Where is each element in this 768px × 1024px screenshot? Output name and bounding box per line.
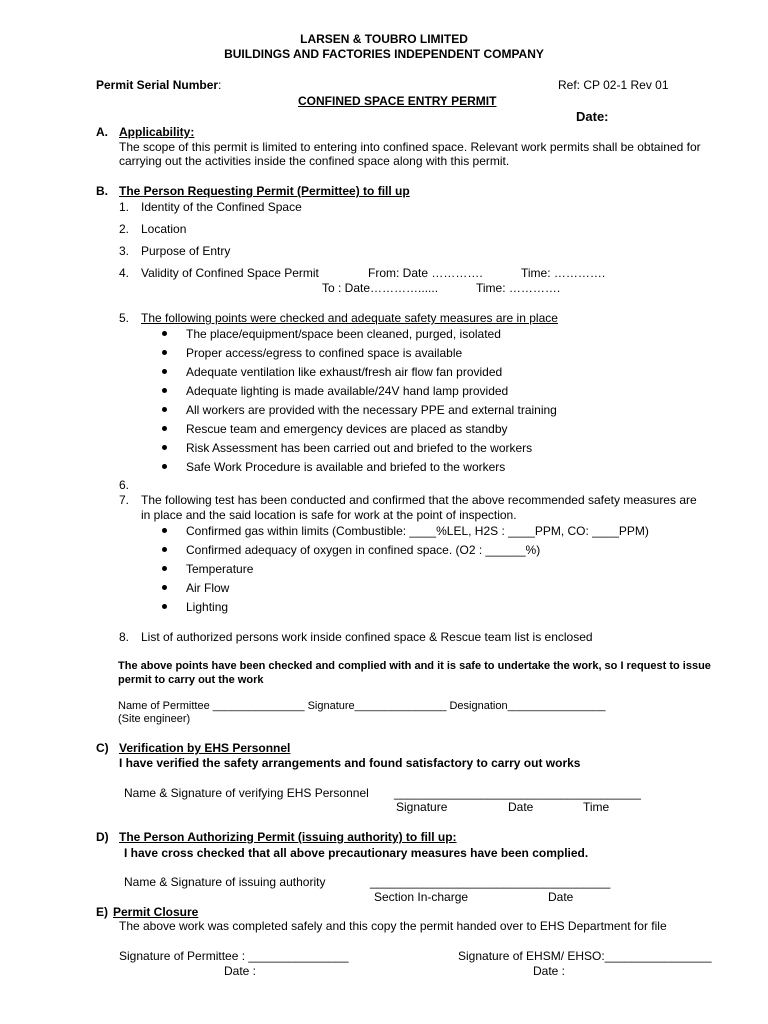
list-item: Lighting (186, 600, 229, 614)
item-2-text: Location (141, 222, 187, 236)
validity-to: To : Date…………...... (322, 281, 439, 295)
section-b-letter: B. (96, 184, 108, 198)
ehs-date-caption: Date (508, 800, 534, 814)
item-7-num: 7. (119, 493, 130, 507)
item-2-num: 2. (119, 222, 130, 236)
bullet-icon (162, 585, 167, 590)
item-8-num: 8. (119, 630, 130, 644)
list-item: The place/equipment/space been cleaned, purged, isolated (186, 327, 501, 341)
division-name: BUILDINGS AND FACTORIES INDEPENDENT COMPANY (224, 47, 544, 61)
section-c-statement: I have verified the safety arrangements and found satisfactory to carry out works (119, 756, 581, 770)
ref-number: Ref: CP 02-1 Rev 01 (558, 78, 669, 92)
section-c-letter: C) (96, 741, 109, 755)
item-7-line2: in place and the said location is safe for work at the point of inspection. (141, 508, 517, 522)
ehs-signature-line: _____________________________________ (394, 786, 641, 800)
bullet-icon (162, 445, 167, 450)
section-c-heading: Verification by EHS Personnel (119, 741, 291, 755)
company-name: LARSEN & TOUBRO LIMITED (300, 32, 468, 46)
ehs-signature-caption: Signature (396, 800, 448, 814)
ehsm-closure-signature: Signature of EHSM/ EHSO:________________ (458, 949, 712, 963)
ehs-time-caption: Time (583, 800, 610, 814)
serial-label-text: Permit Serial Number (96, 78, 219, 92)
bullet-icon (162, 547, 167, 552)
section-e-letter: E) (96, 905, 108, 919)
issuing-date-caption: Date (548, 890, 574, 904)
section-d-statement: I have cross checked that all above precautionary measures have been complied. (124, 846, 589, 860)
issuing-signature-line: ____________________________________ (370, 875, 611, 889)
item-5-text: The following points were checked and adequate safety measures are in place (141, 311, 558, 325)
bullet-icon (162, 331, 167, 336)
bullet-icon (162, 369, 167, 374)
bullet-icon (162, 388, 167, 393)
list-item: Adequate lighting is made available/24V hand lamp provided (186, 384, 509, 398)
serial-colon: : (218, 78, 222, 92)
item-5-num: 5. (119, 311, 130, 325)
section-incharge-caption: Section In-charge (374, 890, 469, 904)
permittee-closure-signature: Signature of Permittee : _______________ (119, 949, 349, 963)
site-engineer-label: (Site engineer) (118, 713, 191, 725)
issuing-name-label: Name & Signature of issuing authority (124, 875, 326, 889)
item-8-text: List of authorized persons work inside confined space & Rescue team list is enclosed (141, 630, 593, 644)
list-item: Confirmed gas within limits (Combustible: ____%LEL, H2S : ____PPM, CO: ____PPM) (186, 524, 649, 538)
validity-to-time: Time: …………. (476, 281, 561, 295)
item-6-num: 6. (119, 478, 130, 492)
permit-serial-label (96, 78, 221, 92)
section-a-letter: A. (96, 125, 108, 139)
list-item: Temperature (186, 562, 254, 576)
bullet-icon (162, 407, 167, 412)
item-1-num: 1. (119, 200, 130, 214)
list-item: Air Flow (186, 581, 230, 595)
permittee-signature-line: Name of Permittee _______________ Signature_______________ Designation________________ (118, 700, 606, 712)
item-1-text: Identity of the Confined Space (141, 200, 302, 214)
validity-from: From: Date …………. (368, 266, 483, 280)
bullet-icon (162, 566, 167, 571)
list-item: Safe Work Procedure is available and briefed to the workers (186, 460, 506, 474)
bullet-icon (162, 528, 167, 533)
list-item: All workers are provided with the necessary PPE and external training (186, 403, 557, 417)
declaration-line2: permit to carry out the work (118, 674, 264, 686)
section-a-line1: The scope of this permit is limited to entering into confined space. Relevant work permits shall be obtained for (119, 140, 701, 154)
declaration-line1: The above points have been checked and complied with and it is safe to undertake the work, so I request to issue (118, 660, 711, 672)
section-e-statement: The above work was completed safely and this copy the permit handed over to EHS Department for file (119, 919, 667, 933)
permittee-closure-date: Date : (224, 964, 257, 978)
bullet-icon (162, 604, 167, 609)
list-item: Risk Assessment has been carried out and briefed to the workers (186, 441, 533, 455)
bullet-icon (162, 350, 167, 355)
section-d-heading: The Person Authorizing Permit (issuing authority) to fill up: (119, 830, 457, 844)
section-a-line2: carrying out the activities inside the confined space along with this permit. (119, 154, 510, 168)
date-label: Date: (576, 109, 609, 124)
list-item: Adequate ventilation like exhaust/fresh air flow fan provided (186, 365, 503, 379)
item-3-num: 3. (119, 244, 130, 258)
bullet-icon (162, 464, 167, 469)
list-item: Rescue team and emergency devices are placed as standby (186, 422, 508, 436)
section-d-letter: D) (96, 830, 109, 844)
validity-from-time: Time: …………. (521, 266, 606, 280)
list-item: Proper access/egress to confined space is available (186, 346, 463, 360)
item-3-text: Purpose of Entry (141, 244, 231, 258)
item-4-num: 4. (119, 266, 130, 280)
list-item: Confirmed adequacy of oxygen in confined space. (O2 : ______%) (186, 543, 541, 557)
section-b-heading: The Person Requesting Permit (Permittee) to fill up (119, 184, 410, 198)
bullet-icon (162, 426, 167, 431)
section-e-heading: Permit Closure (113, 905, 199, 919)
item-7-line1: The following test has been conducted and confirmed that the above recommended safety measures are (141, 493, 697, 507)
item-4-text: Validity of Confined Space Permit (141, 266, 319, 280)
ehsm-closure-date: Date : (533, 964, 566, 978)
section-a-heading: Applicability: (119, 125, 195, 139)
ehs-name-label: Name & Signature of verifying EHS Personnel (124, 786, 369, 800)
permit-title: CONFINED SPACE ENTRY PERMIT (298, 94, 497, 108)
